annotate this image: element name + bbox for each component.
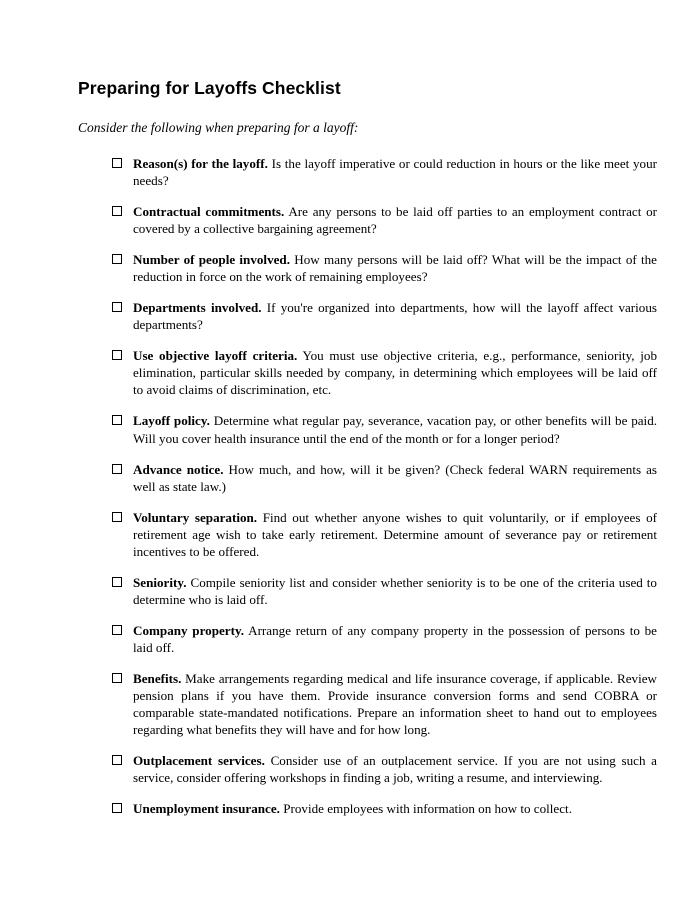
checklist-item-term: Number of people involved. bbox=[133, 252, 290, 268]
document-subtitle: Consider the following when preparing for a layoff: bbox=[78, 120, 359, 136]
checklist-item bbox=[112, 461, 657, 495]
checklist-item bbox=[112, 800, 657, 817]
checklist-item bbox=[112, 155, 657, 189]
checklist-item-term: Seniority. bbox=[133, 574, 187, 590]
checklist-item bbox=[112, 299, 657, 333]
checklist-item-term: Voluntary separation. bbox=[133, 509, 258, 525]
checklist-item-description: Are any persons to be laid off parties to an employment contract or covered by a collective bargaining agreement? bbox=[133, 204, 657, 237]
empty-checkbox-icon[interactable] bbox=[112, 302, 122, 312]
page-title: Preparing for Layoffs Checklist bbox=[78, 78, 341, 98]
checklist-item-description: How much, and how, will it be given? (Check federal WARN requirements as well as state law.) bbox=[133, 461, 657, 494]
empty-checkbox-icon[interactable] bbox=[112, 415, 122, 425]
empty-checkbox-icon[interactable] bbox=[112, 158, 122, 168]
checklist-item-term: Outplacement services. bbox=[133, 752, 265, 768]
checklist-item-description: Make arrangements regarding medical and life insurance coverage, if applicable. Review pension plans if you have them. Provide insurance conversion forms and send COBRA or comparable state-mandated notifications. Prepare an information sheet to hand out to employees regarding what benefits they will have and for how long. bbox=[133, 670, 657, 737]
checklist bbox=[112, 155, 657, 816]
checklist-item-term: Departments involved. bbox=[133, 300, 262, 316]
checklist-item-description: Find out whether anyone wishes to quit voluntarily, or if employees of retirement age wish to take early retirement. Determine amount of severance pay or retirement incentives to be offered. bbox=[133, 509, 657, 559]
checklist-item-description: Consider use of an outplacement service. If you are not using such a service, consider offering workshops in finding a job, writing a resume, and interviewing. bbox=[133, 752, 657, 785]
checklist-item-term: Layoff policy. bbox=[133, 413, 210, 429]
checklist-item-term: Contractual commitments. bbox=[133, 204, 285, 220]
empty-checkbox-icon[interactable] bbox=[112, 577, 122, 587]
checklist-item-description: If you're organized into departments, how will the layoff affect various departments? bbox=[133, 300, 657, 333]
checklist-item bbox=[112, 347, 657, 398]
checklist-item bbox=[112, 412, 657, 446]
empty-checkbox-icon[interactable] bbox=[112, 512, 122, 522]
checklist-item-term: Use objective layoff criteria. bbox=[133, 348, 298, 364]
checklist-item-description: Compile seniority list and consider whether seniority is to be one of the criteria used to determine who is laid off. bbox=[133, 574, 657, 607]
checklist-item-description: You must use objective criteria, e.g., performance, seniority, job elimination, particular skills needed by company, in determining which employees will be laid off to avoid claims of discrimination, etc. bbox=[133, 348, 657, 398]
empty-checkbox-icon[interactable] bbox=[112, 350, 122, 360]
checklist-item-description: How many persons will be laid off? What will be the impact of the reduction in force on the work of remaining employees? bbox=[133, 252, 657, 285]
empty-checkbox-icon[interactable] bbox=[112, 254, 122, 264]
checklist-item bbox=[112, 752, 657, 786]
checklist-item-description: Provide employees with information on how to collect. bbox=[283, 800, 572, 816]
checklist-item bbox=[112, 574, 657, 608]
checklist-item-term: Reason(s) for the layoff. bbox=[133, 156, 268, 172]
empty-checkbox-icon[interactable] bbox=[112, 464, 122, 474]
checklist-item bbox=[112, 670, 657, 738]
checklist-item-term: Benefits. bbox=[133, 670, 182, 686]
empty-checkbox-icon[interactable] bbox=[112, 673, 122, 683]
checklist-item bbox=[112, 251, 657, 285]
empty-checkbox-icon[interactable] bbox=[112, 206, 122, 216]
empty-checkbox-icon[interactable] bbox=[112, 803, 122, 813]
checklist-item-term: Company property. bbox=[133, 622, 245, 638]
checklist-item-description: Is the layoff imperative or could reduction in hours or the like meet your needs? bbox=[133, 156, 657, 189]
checklist-item-term: Unemployment insurance. bbox=[133, 800, 280, 816]
checklist-item bbox=[112, 509, 657, 560]
empty-checkbox-icon[interactable] bbox=[112, 625, 122, 635]
checklist-item-description: Arrange return of any company property in the possession of persons to be laid off. bbox=[133, 622, 657, 655]
checklist-item bbox=[112, 622, 657, 656]
checklist-item bbox=[112, 203, 657, 237]
empty-checkbox-icon[interactable] bbox=[112, 755, 122, 765]
checklist-item-description: Determine what regular pay, severance, vacation pay, or other benefits will be paid. Will you cover health insurance until the end of the month or for a longer period? bbox=[133, 413, 658, 446]
checklist-item-term: Advance notice. bbox=[133, 461, 224, 477]
